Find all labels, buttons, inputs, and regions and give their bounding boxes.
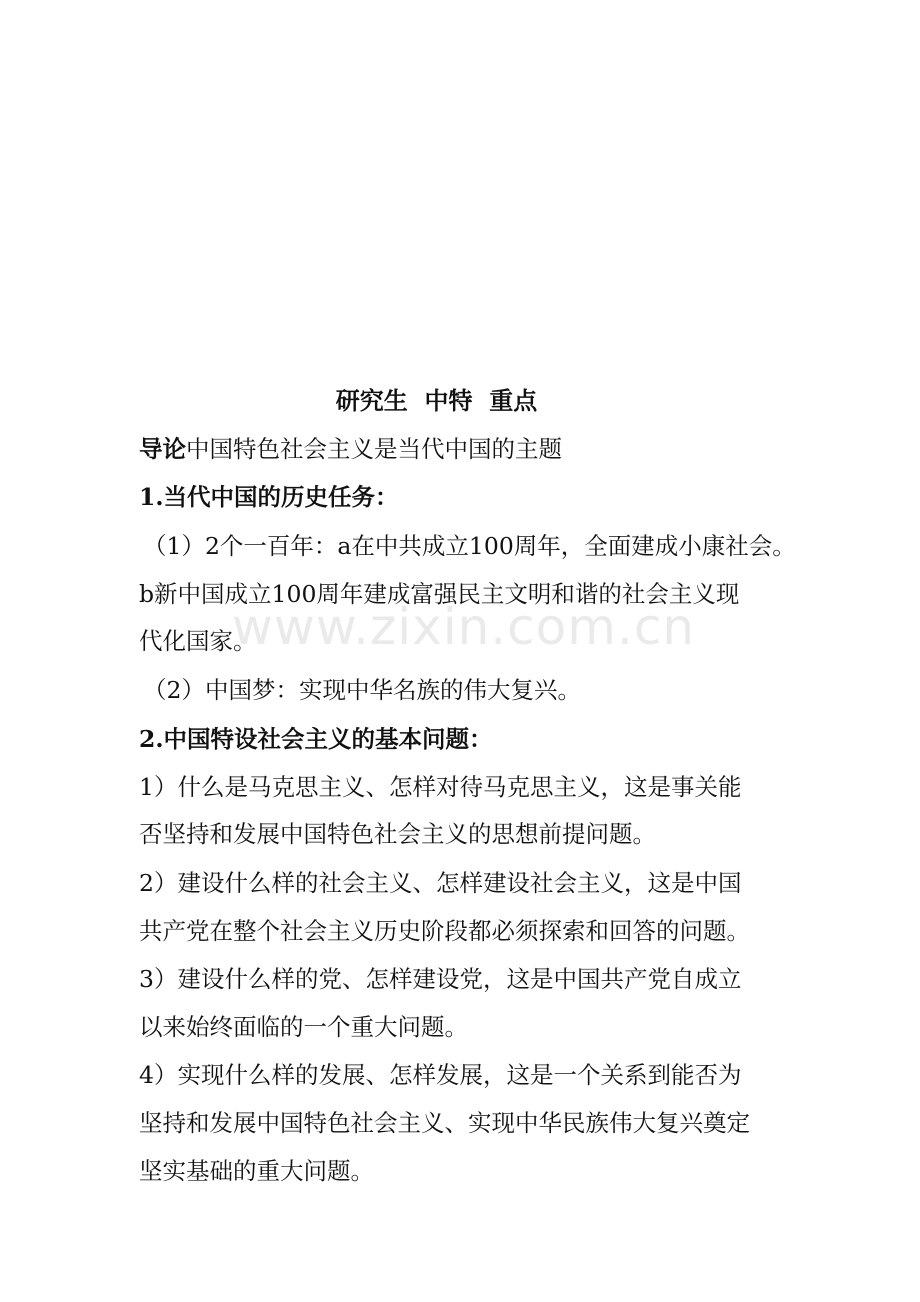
watermark-text: www.zixin.com.cn — [232, 598, 696, 656]
section2-line-5: 3）建设什么样的党、怎样建设党，这是中国共产党自成立 — [139, 965, 742, 993]
section2-line-6: 以来始终面临的一个重大问题。 — [139, 1013, 468, 1041]
intro-heading: 导论 — [139, 435, 186, 463]
page-title: 研究生 中特 重点 — [335, 386, 538, 415]
section2-line-3: 2）建设什么样的社会主义、怎样建设社会主义，这是中国 — [139, 869, 742, 897]
section2-line-9: 坚实基础的重大问题。 — [139, 1157, 374, 1185]
section2-line-2: 否坚持和发展中国特色社会主义的思想前提问题。 — [139, 820, 656, 848]
section1-heading: 1.当代中国的历史任务： — [139, 483, 399, 511]
section1-line-1: （1）2个一百年：a在中共成立100周年，全面建成小康社会。 — [143, 532, 796, 560]
section2-line-7: 4）实现什么样的发展、怎样发展，这是一个关系到能否为 — [139, 1061, 742, 1089]
section1-line-2: b新中国成立100周年建成富强民主文明和谐的社会主义现 — [139, 580, 740, 608]
section2-line-8: 坚持和发展中国特色社会主义、实现中华民族伟大复兴奠定 — [139, 1109, 750, 1137]
section2-line-1: 1）什么是马克思主义、怎样对待马克思主义，这是事关能 — [139, 773, 742, 801]
section2-line-4: 共产党在整个社会主义历史阶段都必须探索和回答的问题。 — [139, 917, 750, 945]
intro-text: 中国特色社会主义是当代中国的主题 — [186, 435, 562, 463]
intro-line — [139, 432, 562, 466]
section2-heading: 2.中国特设社会主义的基本问题： — [139, 725, 493, 753]
section1-line-4: （2）中国梦：实现中华名族的伟大复兴。 — [143, 676, 581, 704]
section1-line-3: 代化国家。 — [139, 627, 257, 655]
